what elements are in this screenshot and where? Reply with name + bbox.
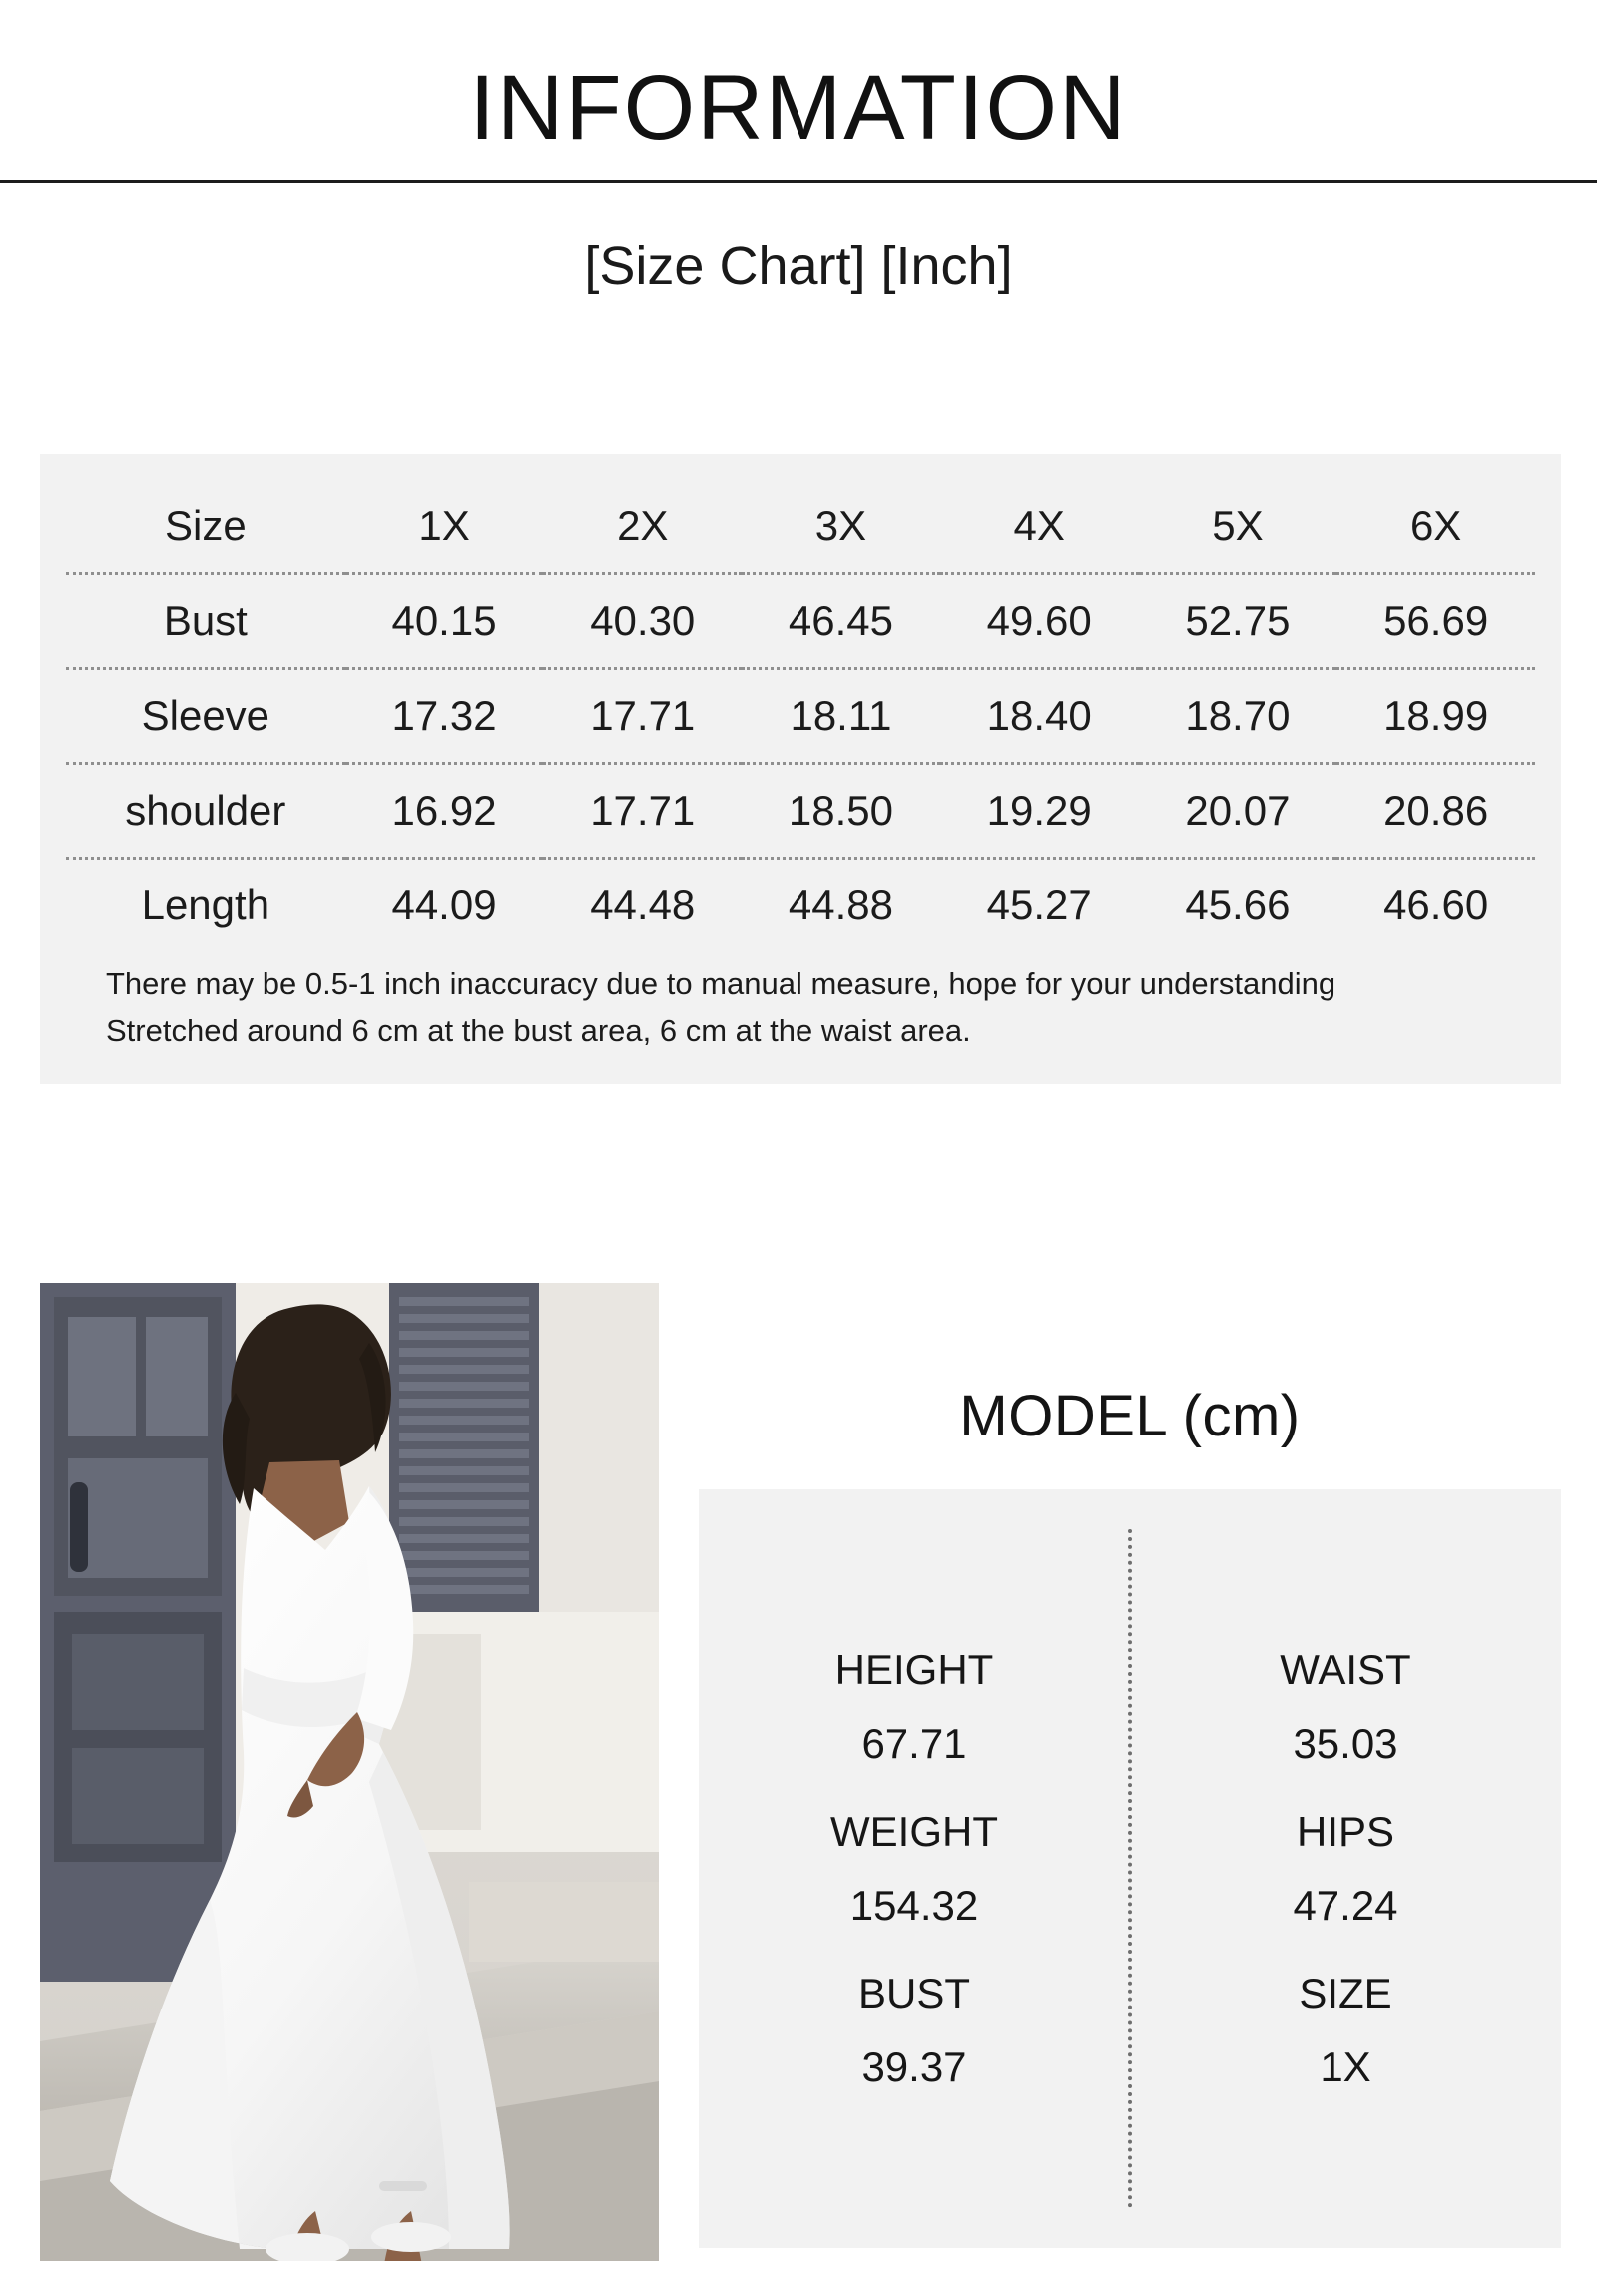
table-cell: 40.15	[345, 574, 544, 669]
model-panel	[699, 1489, 1561, 2248]
model-label-height: HEIGHT	[834, 1646, 994, 1693]
column-header: Size	[66, 480, 345, 574]
table-cell: 49.60	[940, 574, 1139, 669]
table-header-row	[66, 480, 1535, 574]
model-label-hips: HIPS	[1296, 1808, 1395, 1855]
model-measurements	[699, 1283, 1561, 2248]
model-section	[40, 1283, 1561, 2261]
table-cell: 19.29	[940, 764, 1139, 859]
model-value-height: 67.71	[861, 1720, 967, 1767]
table-cell: 52.75	[1139, 574, 1337, 669]
model-label-size: SIZE	[1299, 1970, 1392, 2016]
model-label-waist: WAIST	[1280, 1646, 1411, 1693]
table-cell: 17.71	[543, 669, 742, 764]
table-cell: 18.50	[742, 764, 940, 859]
model-column-right	[1130, 1489, 1561, 2248]
model-title: MODEL (cm)	[959, 1384, 1301, 1448]
note-line: There may be 0.5-1 inch inaccuracy due to manual measure, hope for your understanding	[106, 966, 1336, 1001]
row-label: shoulder	[66, 764, 345, 859]
column-header: 5X	[1139, 480, 1337, 574]
table-cell: 17.32	[345, 669, 544, 764]
model-photo	[40, 1283, 659, 2261]
size-chart-panel	[40, 454, 1561, 1084]
table-cell: 46.45	[742, 574, 940, 669]
table-cell: 18.40	[940, 669, 1139, 764]
row-label: Sleeve	[66, 669, 345, 764]
model-column-left	[699, 1489, 1130, 2248]
table-cell: 40.30	[543, 574, 742, 669]
row-label: Length	[141, 881, 270, 928]
column-header: 4X	[940, 480, 1139, 574]
table-cell: 56.69	[1336, 574, 1535, 669]
model-value-waist: 35.03	[1293, 1720, 1398, 1767]
table-cell: 17.71	[543, 764, 742, 859]
table-cell: 20.07	[1139, 764, 1337, 859]
table-cell: 44.09	[391, 881, 497, 928]
table-cell: 46.60	[1383, 881, 1489, 928]
model-value-hips: 47.24	[1293, 1882, 1398, 1929]
model-value-weight: 154.32	[849, 1882, 979, 1929]
table-row	[66, 859, 1535, 952]
column-header: 1X	[345, 480, 544, 574]
page-title: INFORMATION	[469, 57, 1128, 159]
model-panel-divider	[1128, 1529, 1132, 2208]
table-cell: 44.88	[788, 881, 894, 928]
row-label: Bust	[66, 574, 345, 669]
table-cell: 20.86	[1336, 764, 1535, 859]
model-label-weight: WEIGHT	[830, 1808, 998, 1855]
column-header: 2X	[543, 480, 742, 574]
table-row	[66, 764, 1535, 859]
model-value-size: 1X	[1320, 2043, 1371, 2090]
measurement-notes	[66, 951, 1535, 1054]
table-row	[66, 574, 1535, 669]
note-line: Stretched around 6 cm at the bust area, 6 cm at the waist area.	[106, 1012, 971, 1048]
column-header: 6X	[1336, 480, 1535, 574]
table-cell: 18.99	[1336, 669, 1535, 764]
model-photo-illustration	[40, 1283, 659, 2261]
model-label-bust: BUST	[857, 1970, 970, 2016]
table-cell: 18.70	[1139, 669, 1337, 764]
table-cell: 16.92	[345, 764, 544, 859]
table-cell: 18.11	[742, 669, 940, 764]
table-row	[66, 669, 1535, 764]
size-chart-table	[66, 480, 1535, 951]
model-value-bust: 39.37	[861, 2043, 967, 2090]
column-header: 3X	[742, 480, 940, 574]
size-chart-subtitle: [Size Chart] [Inch]	[584, 236, 1013, 295]
table-cell: 44.48	[590, 881, 696, 928]
table-cell: 45.66	[1185, 881, 1291, 928]
table-cell: 45.27	[986, 881, 1092, 928]
